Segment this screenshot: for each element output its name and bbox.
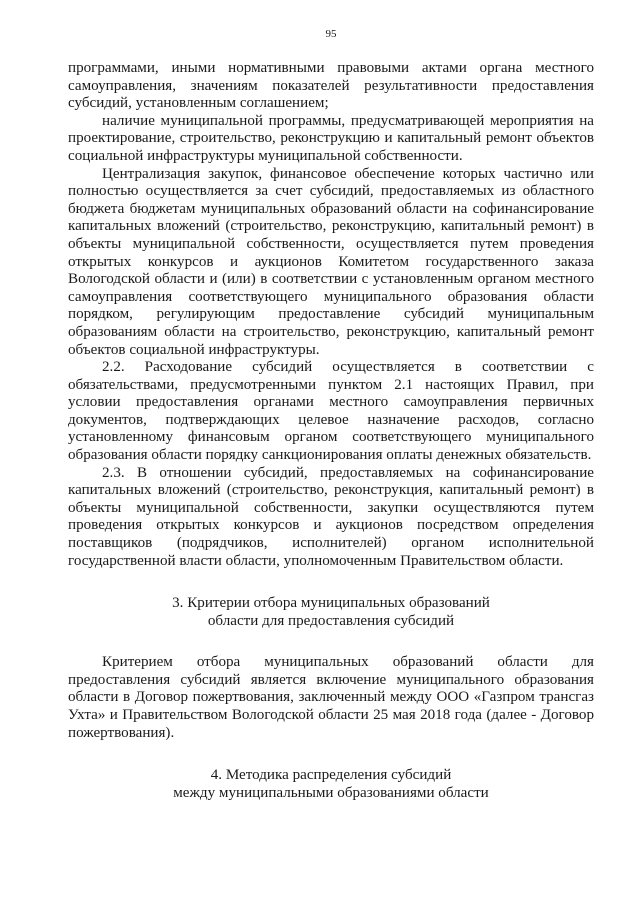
paragraph-continuation: программами, иными нормативными правовыми актами органа местного самоуправления, значениям показателей результативности предоставления субсидий, установленным соглашением; — [68, 60, 594, 112]
section-4-heading-line1: 4. Методика распределения субсидий — [210, 767, 452, 784]
section-4-heading — [68, 766, 594, 802]
section-3-heading-line1: 3. Критерии отбора муниципальных образований — [172, 595, 490, 612]
paragraph-procurement-centralization: Централизация закупок, финансовое обеспечение которых частично или полностью осуществляется за счет субсидий, предоставляемых из областного бюджета бюджетам муниципальных образований области на софинансирование капитальных вложений (строительство, реконструкцию, капитальный ремонт) в объекты муниципальной собственности, осуществляется путем проведения открытых конкурсов и аукционов Комитетом государственного заказа Вологодской области и (или) в соответствии с установленным органом местного самоуправления соответствующего муниципального образования области порядком, регулирующим предоставление субсидий муниципальным образованиям области на строительство, реконструкцию, капитальный ремонт объектов социальной инфраструктуры. — [68, 165, 594, 358]
section-4-heading-line2: между муниципальными образованиями области — [173, 785, 489, 802]
section-3-text: Критерием отбора муниципальных образований области для предоставления субсидий является включение муниципального образования области в Договор пожертвования, заключенный между ООО «Газпром трансгаз Ухта» и Правительством Вологодской области 25 мая 2018 года (далее - Договор пожертвования). — [68, 654, 594, 741]
paragraph-2-3: 2.3. В отношении субсидий, предоставляемых на софинансирование капитальных вложений (строительство, реконструкция, капитальный ремонт) в объекты муниципальной собственности, закупки осуществляются путем проведения открытых конкурсов и аукционов посредством определения поставщиков (подрядчиков, исполнителей) органом исполнительной государственной власти области, уполномоченным Правительством области. — [68, 464, 594, 569]
section-3-heading — [68, 594, 594, 630]
section-3-heading-line2: области для предоставления субсидий — [207, 613, 455, 630]
page-number: 95 — [325, 28, 337, 40]
paragraph-2-2: 2.2. Расходование субсидий осуществляется в соответствии с обязательствами, предусмотренными пунктом 2.1 настоящих Правил, при условии предоставления органами местного самоуправления первичных документов, подтверждающих целевое назначение расходов, согласно установленному финансовым органом соответствующего муниципального образования области порядку санкционирования оплаты денежных обязательств. — [68, 359, 594, 464]
paragraph-program-requirement: наличие муниципальной программы, предусматривающей мероприятия на проектирование, строительство, реконструкцию и капитальный ремонт объектов социальной инфраструктуры муниципальной собственности. — [68, 112, 594, 164]
